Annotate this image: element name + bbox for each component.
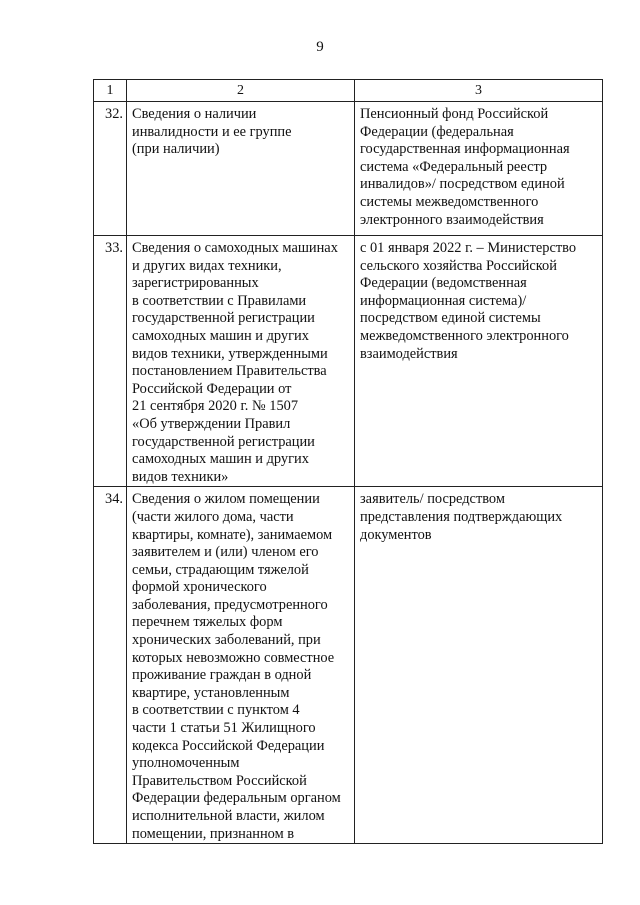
column-number-2: 2	[127, 80, 355, 102]
info-line: и других видах техники,	[132, 257, 282, 274]
info-line: 21 сентября 2020 г. № 1507	[132, 398, 299, 415]
info-line: (части жилого дома, части	[132, 508, 294, 525]
source-line: сельского хозяйства Российской	[360, 257, 557, 274]
info-line: «Об утверждении Правил	[132, 415, 291, 432]
info-line: семьи, страдающим тяжелой	[132, 561, 309, 578]
info-line: самоходных машин и других	[132, 327, 309, 344]
info-line: заболевания, предусмотренного	[132, 596, 328, 613]
info-line: (при наличии)	[132, 141, 220, 158]
info-line: в соответствии с Правилами	[132, 292, 307, 309]
page-number: 9	[316, 39, 324, 55]
source-line: Пенсионный фонд Российской	[360, 106, 549, 122]
info-line: квартире, установленным	[132, 684, 290, 701]
info-line: Правительством Российской	[132, 772, 307, 789]
source-line: государственная информационная	[360, 141, 570, 158]
table-row	[94, 102, 603, 236]
info-line: помещении, признанном в	[132, 825, 295, 842]
row-info-cell	[127, 102, 355, 236]
table-header-row	[94, 80, 603, 102]
info-line: квартиры, комнате), занимаемом	[132, 526, 333, 543]
services-table	[93, 79, 603, 844]
row-source-cell	[355, 102, 603, 236]
info-line: самоходных машин и других	[132, 451, 309, 468]
info-line: перечнем тяжелых форм	[132, 614, 283, 631]
source-line: Федерации (ведомственная	[360, 275, 527, 292]
column-number-3: 3	[355, 80, 603, 102]
info-line: в соответствии с пунктом 4	[132, 702, 300, 719]
info-line: видов техники, утвержденными	[132, 345, 328, 362]
info-line: которых невозможно совместное	[132, 649, 335, 666]
info-line: проживание граждан в одной	[132, 667, 312, 684]
info-line: кодекса Российской Федерации	[132, 737, 325, 754]
info-line: Российской Федерации от	[132, 380, 292, 397]
table-row	[94, 236, 603, 487]
source-line: с 01 января 2022 г. – Министерство	[360, 240, 577, 256]
info-line: хронических заболеваний, при	[132, 632, 321, 649]
info-line: уполномоченным	[132, 755, 240, 772]
source-line: инвалидов»/ посредством единой	[360, 176, 565, 193]
info-line: государственной регистрации	[132, 310, 315, 327]
info-line: Сведения о самоходных машинах	[132, 240, 338, 256]
source-line: документов	[360, 526, 432, 543]
info-line: части 1 статьи 51 Жилищного	[132, 720, 316, 737]
source-line: система «Федеральный реестр	[360, 158, 548, 175]
info-line: Федерации федеральным органом	[132, 790, 341, 807]
row-number: 34.	[94, 487, 127, 844]
source-line: заявитель/ посредством	[360, 491, 505, 508]
info-line: формой хронического	[132, 579, 267, 596]
info-line: государственной регистрации	[132, 433, 315, 450]
row-source-cell	[355, 487, 603, 844]
info-line: зарегистрированных	[132, 275, 259, 292]
source-line: информационная система)/	[360, 292, 527, 309]
source-line: Федерации (федеральная	[360, 123, 514, 140]
info-line: инвалидности и ее группе	[132, 123, 292, 140]
row-number: 33.	[94, 236, 127, 487]
info-line: исполнительной власти, жилом	[132, 808, 325, 824]
source-line: системы межведомственного	[360, 193, 539, 210]
row-source-cell	[355, 236, 603, 487]
table-row	[94, 487, 603, 844]
row-number: 32.	[94, 102, 127, 236]
source-line: электронного взаимодействия	[360, 211, 544, 228]
source-line: посредством единой системы	[360, 310, 541, 327]
info-line: постановлением Правительства	[132, 363, 327, 380]
source-line: межведомственного электронного	[360, 327, 569, 344]
info-line: видов техники»	[132, 468, 229, 485]
source-line: представления подтверждающих	[360, 508, 563, 525]
row-info-cell	[127, 487, 355, 844]
info-line: Сведения о жилом помещении	[132, 491, 320, 508]
column-number-1: 1	[94, 80, 127, 102]
row-info-cell	[127, 236, 355, 487]
info-line: заявителем и (или) членом его	[132, 544, 319, 561]
source-line: взаимодействия	[360, 345, 458, 362]
info-line: Сведения о наличии	[132, 106, 257, 122]
